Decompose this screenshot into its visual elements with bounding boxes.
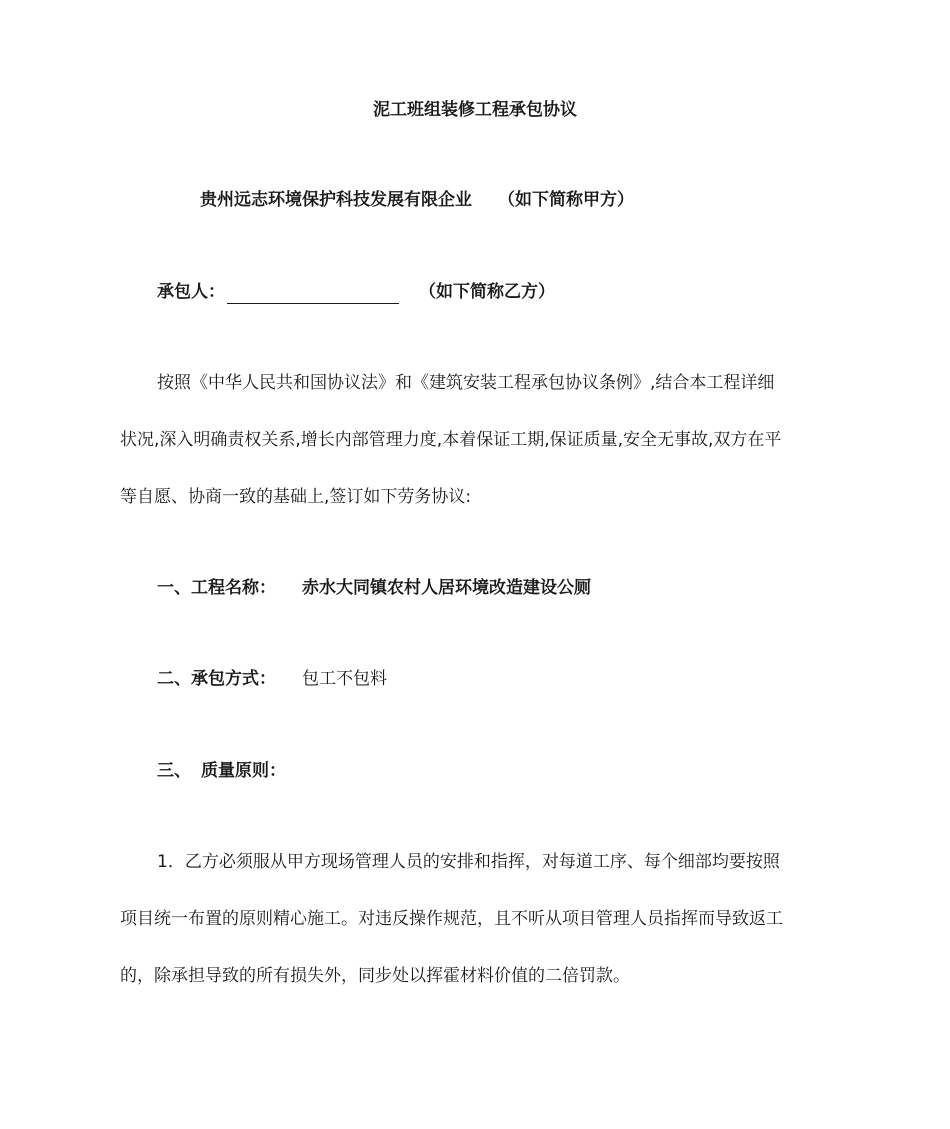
section-2-label: 二、承包方式： xyxy=(157,669,276,689)
section-3-prefix: 三、 xyxy=(157,761,191,781)
party-a-line xyxy=(200,188,634,212)
quality-item-1-line-1: 1．乙方必须服从甲方现场管理人员的安排和指挥，对每道工序、每个细部均要按照 xyxy=(157,852,780,872)
intro-line-1: 按照《中华人民共和国协议法》和《建筑安装工程承包协议条例》,结合本工程详细 xyxy=(157,373,775,393)
party-b-blank-field xyxy=(227,283,399,304)
quality-item-1-line-2: 项目统一布置的原则精心施工。对违反操作规范，且不听从项目管理人员指挥而导致返工 xyxy=(120,909,783,929)
section-2-value: 包工不包料 xyxy=(302,669,387,689)
party-b-line xyxy=(157,280,555,304)
section-1-project-name xyxy=(157,576,591,600)
party-a-note: （如下简称甲方） xyxy=(498,190,634,210)
section-3-quality-principles xyxy=(157,759,286,783)
section-3-label: 质量原则： xyxy=(201,761,286,781)
party-b-label: 承包人： xyxy=(157,282,225,302)
section-1-label: 一、工程名称： xyxy=(157,578,276,598)
section-1-value: 赤水大同镇农村人居环境改造建设公厕 xyxy=(302,578,591,598)
section-2-contract-method xyxy=(157,667,387,691)
intro-line-2: 状况,深入明确责权关系,增长内部管理力度,本着保证工期,保证质量,安全无事故,双方在平 xyxy=(120,430,782,450)
party-b-note: （如下简称乙方） xyxy=(419,282,555,302)
party-a-name: 贵州远志环境保护科技发展有限企业 xyxy=(200,190,472,210)
quality-item-1-line-3: 的，除承担导致的所有损失外，同步处以挥霍材料价值的二倍罚款。 xyxy=(120,966,630,986)
document-title: 泥工班组装修工程承包协议 xyxy=(373,100,577,120)
intro-line-3: 等自愿、协商一致的基础上,签订如下劳务协议: xyxy=(120,487,472,507)
